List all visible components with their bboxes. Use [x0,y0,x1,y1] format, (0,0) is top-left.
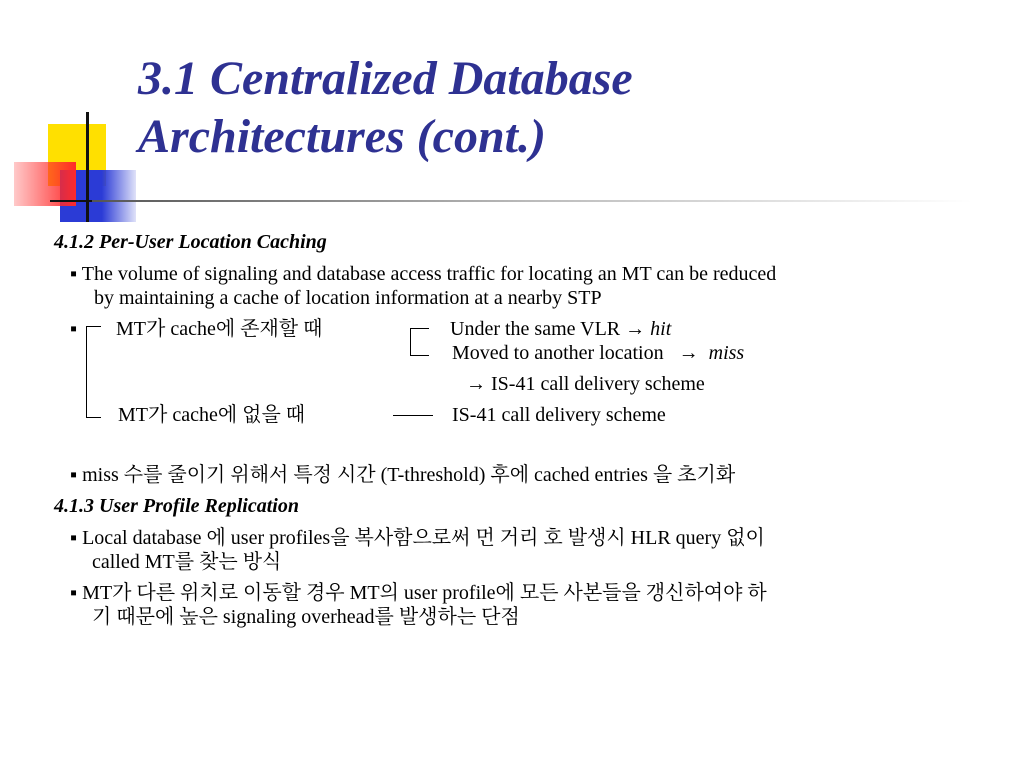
section-heading-replication: 4.1.3 User Profile Replication [54,495,299,517]
replication-bullet-1-line-1: ▪ Local database 에 user profiles을 복사함으로써 먼 거리 호 발생시 HLR query 없이 [70,527,765,549]
case-not-cached-label: MT가 cache에 없을 때 [118,404,306,426]
vertical-accent-line [86,112,89,222]
title-line-1: 3.1 Centralized Database [138,52,633,105]
moved-location-text: Moved to another location [452,342,664,364]
caching-bullet-2-marker: ▪ [70,318,78,340]
case-bracket [86,326,101,418]
replication-bullet-2-line-2: 기 때문에 높은 signaling overhead를 발생하는 단점 [92,606,520,628]
miss-label: miss [708,342,745,364]
arrow-icon: → [466,373,486,395]
hit-label: hit [650,318,672,340]
same-vlr-text: Under the same VLR [450,318,621,340]
caching-bullet-1-line-2: by maintaining a cache of location information at a nearby STP [94,287,602,309]
arrow-icon: → [625,318,646,340]
caching-bullet-1-line-1: ▪ The volume of signaling and database access traffic for locating an MT can be reduced [70,263,777,285]
miss-line [452,341,744,365]
hit-miss-bracket [410,328,429,356]
slide-title [138,50,998,166]
title-line-2: Architectures (cont.) [138,110,546,163]
title-divider [92,200,972,202]
connector-line [393,415,433,416]
arrow-icon: → [678,342,699,364]
section-heading-caching: 4.1.2 Per-User Location Caching [54,231,327,253]
case-cached-label: MT가 cache에 존재할 때 [116,318,323,340]
replication-bullet-1-line-2: called MT를 찾는 방식 [92,551,282,573]
hit-line [450,317,671,341]
caching-bullet-3: ▪ miss 수를 줄이기 위해서 특정 시간 (T-threshold) 후에 cached entries 을 초기화 [70,464,736,486]
not-cached-result: IS-41 call delivery scheme [452,404,666,426]
miss-result-line [466,372,705,396]
miss-result-text: IS-41 call delivery scheme [491,373,705,395]
replication-bullet-2-line-1: ▪ MT가 다른 위치로 이동할 경우 MT의 user profile에 모든 사본들을 갱신하여야 하 [70,582,767,604]
